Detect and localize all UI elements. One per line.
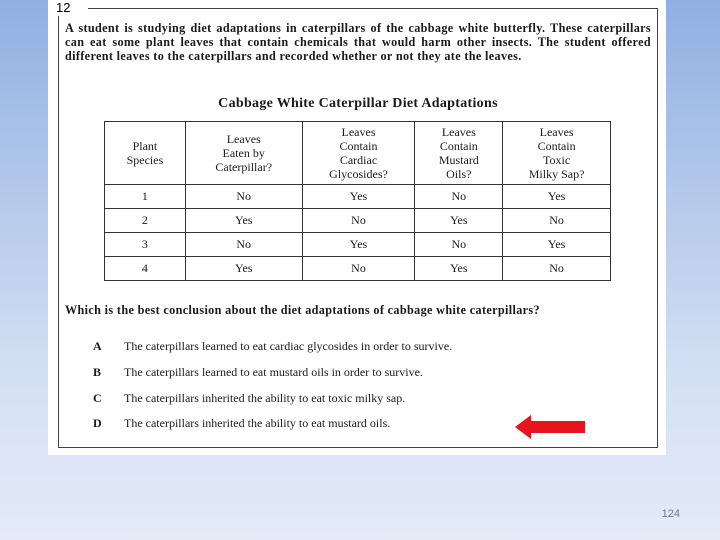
- diet-table: [104, 121, 611, 281]
- header-milky-sap: Leaves Contain Toxic Milky Sap?: [503, 122, 611, 185]
- cell-mustard-oils: Yes: [415, 257, 503, 281]
- table-row: [105, 257, 611, 281]
- page-number: 124: [661, 508, 680, 520]
- question-stem: Which is the best conclusion about the diet adaptations of cabbage white caterpillars?: [65, 303, 540, 317]
- choice-text: The caterpillars inherited the ability to eat toxic milky sap.: [124, 391, 406, 405]
- choice-text: The caterpillars learned to eat cardiac glycosides in order to survive.: [124, 339, 453, 353]
- cell-cardiac-glycosides: Yes: [302, 185, 415, 209]
- cell-cardiac-glycosides: Yes: [302, 233, 415, 257]
- cell-plant-species: 4: [105, 257, 186, 281]
- table-row: [105, 185, 611, 209]
- table-title: Cabbage White Caterpillar Diet Adaptations: [218, 96, 498, 111]
- question-frame: [58, 8, 658, 448]
- question-number: 12: [56, 0, 76, 16]
- cell-eaten: Yes: [185, 209, 302, 233]
- worksheet: [48, 0, 666, 455]
- cell-eaten: No: [185, 233, 302, 257]
- question-intro: A student is studying diet adaptations in caterpillars of the cabbage white butterfly. These caterpillars can eat some plant leaves that contain chemicals that would harm other insects. The student offered different leaves to the caterpillars and recorded whether or not they ate the leaves.: [65, 21, 651, 64]
- cell-mustard-oils: No: [415, 233, 503, 257]
- choice-letter: D: [93, 416, 102, 430]
- cell-eaten: No: [185, 185, 302, 209]
- cell-milky-sap: No: [503, 209, 611, 233]
- choice-letter: B: [93, 365, 102, 379]
- table-header-row: [105, 122, 611, 185]
- cell-mustard-oils: No: [415, 185, 503, 209]
- cell-cardiac-glycosides: No: [302, 257, 415, 281]
- choice-text: The caterpillars inherited the ability to eat mustard oils.: [124, 416, 391, 430]
- left-arrow-icon: [515, 415, 585, 439]
- cell-eaten: Yes: [185, 257, 302, 281]
- cell-milky-sap: Yes: [503, 233, 611, 257]
- table-row: [105, 209, 611, 233]
- header-mustard-oils: Leaves Contain Mustard Oils?: [415, 122, 503, 185]
- cell-plant-species: 1: [105, 185, 186, 209]
- choice-letter: C: [93, 391, 102, 405]
- cell-plant-species: 2: [105, 209, 186, 233]
- cell-milky-sap: Yes: [503, 185, 611, 209]
- header-leaves-eaten: Leaves Eaten by Caterpillar?: [185, 122, 302, 185]
- cell-cardiac-glycosides: No: [302, 209, 415, 233]
- table-row: [105, 233, 611, 257]
- cell-plant-species: 3: [105, 233, 186, 257]
- header-plant-species: Plant Species: [105, 122, 186, 185]
- cell-milky-sap: No: [503, 257, 611, 281]
- cell-mustard-oils: Yes: [415, 209, 503, 233]
- choice-letter: A: [93, 339, 102, 353]
- choice-text: The caterpillars learned to eat mustard oils in order to survive.: [124, 365, 423, 379]
- header-cardiac-glycosides: Leaves Contain Cardiac Glycosides?: [302, 122, 415, 185]
